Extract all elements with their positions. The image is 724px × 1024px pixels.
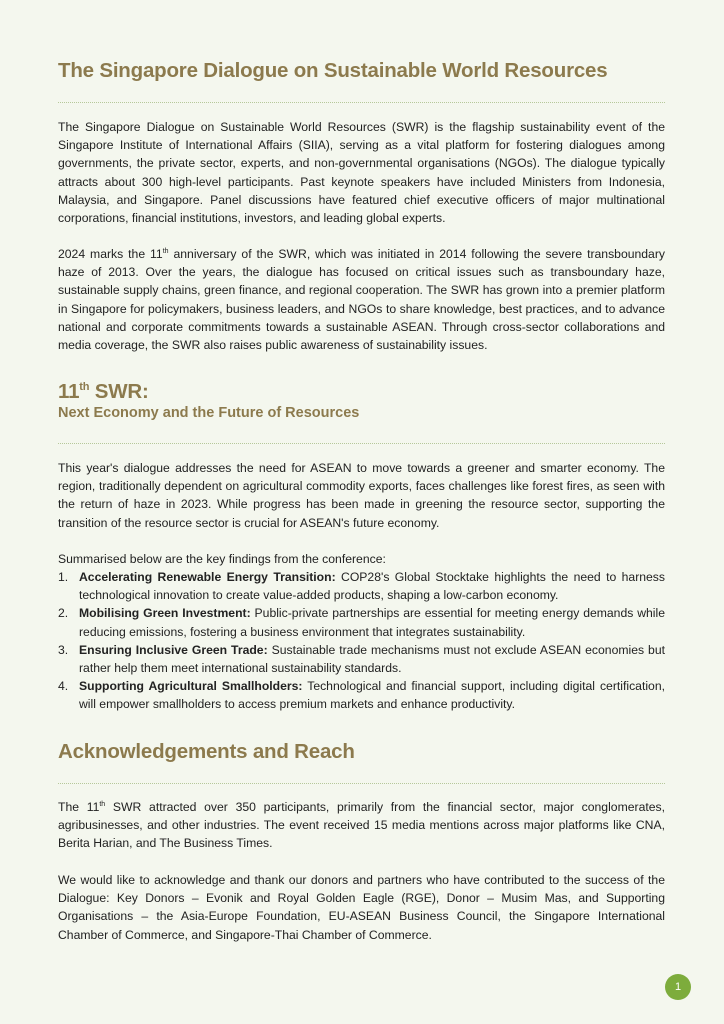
dotted-divider bbox=[58, 783, 665, 784]
finding-title: Ensuring Inclusive Green Trade: bbox=[79, 642, 268, 657]
section-title-acknowledgements: Acknowledgements and Reach bbox=[58, 740, 355, 763]
finding-text: Technological and financial support, including digital certification, will empower smallholders to access premium markets and enhance productivity. bbox=[79, 679, 665, 712]
finding-item bbox=[58, 568, 665, 604]
paragraph-swr-intro: The Singapore Dialogue on Sustainable World Resources (SWR) is the flagship sustainability event of the Singapore Institute of International Affairs (SIIA), serving as a vital platform for fostering dialogues among governments, the private sector, experts, and non-governmental organisations (NGOs). The dialogue typically attracts about 300 high-level participants. Past keynote speakers have included Ministers from Indonesia, Malaysia, and Singapore. Panel discussions have featured chief executive officers of major multinational corporations, financial institutions, investors, and leading global experts. bbox=[58, 120, 665, 226]
paragraph-acknowledgements: We would like to acknowledge and thank our donors and partners who have contributed to the success of the Dialogue: Key Donors – Evonik and Royal Golden Eagle (RGE), Donor – Musim Mas, and Supporting Organisations – the Asia-Europe Foundation, EU-ASEAN Business Council, the Singapore International Chamber of Commerce, and Singapore-Thai Chamber of Commerce. bbox=[58, 873, 665, 942]
key-findings-list bbox=[58, 568, 665, 714]
finding-number: 2. bbox=[58, 606, 69, 621]
finding-number: 3. bbox=[58, 642, 69, 657]
finding-number: 1. bbox=[58, 570, 69, 584]
finding-text: Sustainable trade mechanisms must not exclude ASEAN economies but rather help them meet international sustainability standards. bbox=[79, 642, 665, 676]
paragraph-swr-anniversary: 2024 marks the 11th anniversary of the SWR, which was initiated in 2014 following the severe transboundary haze of 2013. Over the years, the dialogue has focused on critical issues such as transboundary haze, sustainable supply chains, green finance, and regional cooperation. The SWR has grown into a premier platform in Singapore for policymakers, business leaders, and NGOs to share knowledge, best practices, and to advance national and corporate commitments towards a sustainable ASEAN. Through cross-sector collaborations and media coverage, the SWR also raises public awareness of sustainability issues. bbox=[58, 247, 665, 353]
section-title-11th-swr: 11th SWR: bbox=[58, 380, 149, 403]
finding-title: Supporting Agricultural Smallholders: bbox=[79, 679, 303, 694]
section-title-swr: The Singapore Dialogue on Sustainable World Resources bbox=[58, 59, 608, 82]
finding-item bbox=[58, 604, 665, 640]
finding-text: Public-private partnerships are essential for meeting energy demands while reducing emissions, fostering a business environment that integrates sustainability. bbox=[79, 606, 665, 639]
finding-title: Accelerating Renewable Energy Transition: bbox=[79, 570, 336, 584]
section-subtitle: Next Economy and the Future of Resources bbox=[58, 405, 360, 421]
finding-title: Mobilising Green Investment: bbox=[79, 606, 251, 621]
dotted-divider bbox=[58, 102, 665, 103]
finding-text: COP28's Global Stocktake highlights the need to harness technological innovation to create value-added products, shaping a low-carbon economy. bbox=[79, 570, 665, 603]
paragraph-reach: The 11th SWR attracted over 350 participants, primarily from the financial sector, major conglomerates, agribusinesses, and other industries. The event received 15 media mentions across major platforms like CNA, Berita Harian, and The Business Times. bbox=[58, 800, 665, 851]
finding-item bbox=[58, 677, 665, 713]
finding-item bbox=[58, 641, 665, 677]
paragraph-dialogue-overview: This year's dialogue addresses the need for ASEAN to move towards a greener and smarter economy. The region, traditionally dependent on agricultural commodity exports, faces challenges like forest fires, as seen with the return of haze in 2023. While progress has been made in greening the resource sector, supporting the transition of the resource sector is crucial for ASEAN's future economy. bbox=[58, 461, 665, 530]
findings-intro: Summarised below are the key findings from the conference: bbox=[58, 552, 386, 566]
dotted-divider bbox=[58, 443, 665, 444]
page-number-badge: 1 bbox=[665, 974, 691, 1000]
finding-number: 4. bbox=[58, 679, 69, 694]
